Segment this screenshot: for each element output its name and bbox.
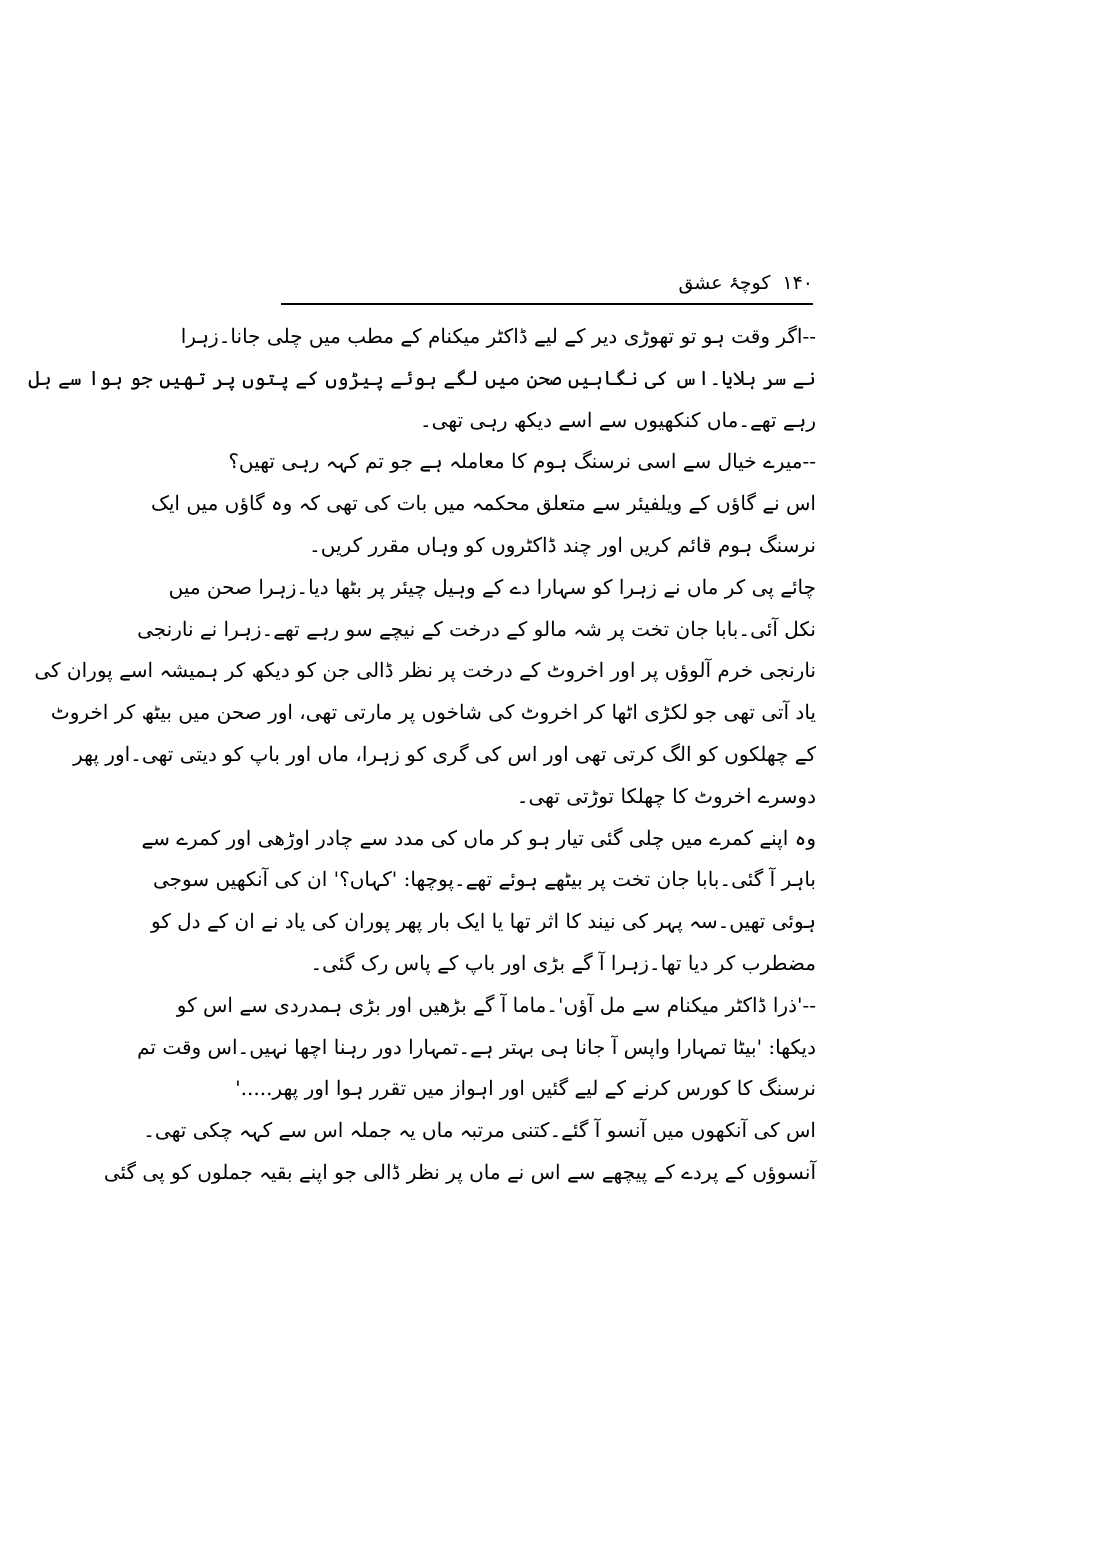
text-line: --میرے خیال سے اسی نرسنگ ہوم کا معاملہ ہے جو تم کہہ رہی تھیں؟ bbox=[228, 449, 816, 474]
text-line: ہوئی تھیں۔سہ پہر کی نیند کا اثر تھا یا ایک بار پھر پوران کی یاد نے ان کے دل کو bbox=[150, 909, 816, 934]
text-line: دیکھا: 'بیٹا تمہارا واپس آ جانا ہی بہتر ہے۔تمہارا دور رہنا اچھا نہیں۔اس وقت تم bbox=[137, 1034, 816, 1059]
text-line: اس کی آنکھوں میں آنسو آ گئے۔کتنی مرتبہ ماں یہ جملہ اس سے کہہ چکی تھی۔ bbox=[143, 1118, 816, 1143]
text-line: وہ اپنے کمرے میں چلی گئی تیار ہو کر ماں کی مدد سے چادر اوڑھی اور کمرے سے bbox=[141, 825, 816, 850]
text-line: اس نے گاؤں کے ویلفیئر سے متعلق محکمہ میں بات کی تھی کہ وہ گاؤں میں ایک bbox=[150, 491, 816, 516]
text-line: کے چھلکوں کو الگ کرتی تھی اور اس کی گری کو زہرا، ماں اور باپ کو دیتی تھی۔اور پھر bbox=[73, 741, 816, 766]
page-header bbox=[281, 268, 813, 298]
text-line: نارنجی خرم آلوؤں پر اور اخروٹ کے درخت پر نظر ڈالی جن کو دیکھ کر ہمیشہ اسے پوران کی bbox=[34, 658, 816, 683]
page-number: ۱۴۰ bbox=[782, 272, 813, 294]
header-rule bbox=[281, 303, 813, 305]
text-line: رہے تھے۔ماں کنکھیوں سے اسے دیکھ رہی تھی۔ bbox=[419, 407, 816, 432]
text-line: دوسرے اخروٹ کا چھلکا توڑتی تھی۔ bbox=[516, 783, 816, 808]
text-line: نرسنگ کا کورس کرنے کے لیے گئیں اور اہواز میں تقرر ہوا اور پھر.....' bbox=[235, 1076, 816, 1101]
text-line: آنسوؤں کے پردے کے پیچھے سے اس نے ماں پر نظر ڈالی جو اپنے بقیہ جملوں کو پی گئی bbox=[103, 1159, 816, 1184]
text-line: نے سر ہلایا۔اس کی نگاہیں صحن میں لگے ہوئے پیڑوں کے پتوں پر تھیں جو ہوا سے ہل bbox=[28, 365, 816, 390]
text-line: چائے پی کر ماں نے زہرا کو سہارا دے کے وہیل چیئر پر بٹھا دیا۔زہرا صحن میں bbox=[168, 574, 816, 599]
text-line: نکل آئی۔بابا جان تخت پر شہ مالو کے درخت کے نیچے سو رہے تھے۔زہرا نے نارنجی bbox=[137, 616, 816, 641]
book-title: کوچۂ عشق bbox=[678, 272, 771, 294]
text-line: --اگر وقت ہو تو تھوڑی دیر کے لیے ڈاکٹر میکنام کے مطب میں چلی جانا۔زہرا bbox=[180, 324, 816, 348]
text-line: مضطرب کر دیا تھا۔زہرا آ گے بڑی اور باپ کے پاس رک گئی۔ bbox=[310, 950, 816, 975]
text-line: --'ذرا ڈاکٹر میکنام سے مل آؤں'۔ماما آ گے بڑھیں اور بڑی ہمدردی سے اس کو bbox=[176, 992, 816, 1017]
text-line: باہر آ گئی۔بابا جان تخت پر بیٹھے ہوئے تھے۔پوچھا: 'کہاں؟' ان کی آنکھیں سوجی bbox=[152, 867, 816, 892]
text-line: نرسنگ ہوم قائم کریں اور چند ڈاکٹروں کو وہاں مقرر کریں۔ bbox=[309, 532, 816, 557]
text-line: یاد آتی تھی جو لکڑی اٹھا کر اخروٹ کی شاخوں پر مارتی تھی، اور صحن میں بیٹھ کر اخروٹ bbox=[50, 700, 816, 725]
body-text bbox=[28, 316, 816, 1194]
